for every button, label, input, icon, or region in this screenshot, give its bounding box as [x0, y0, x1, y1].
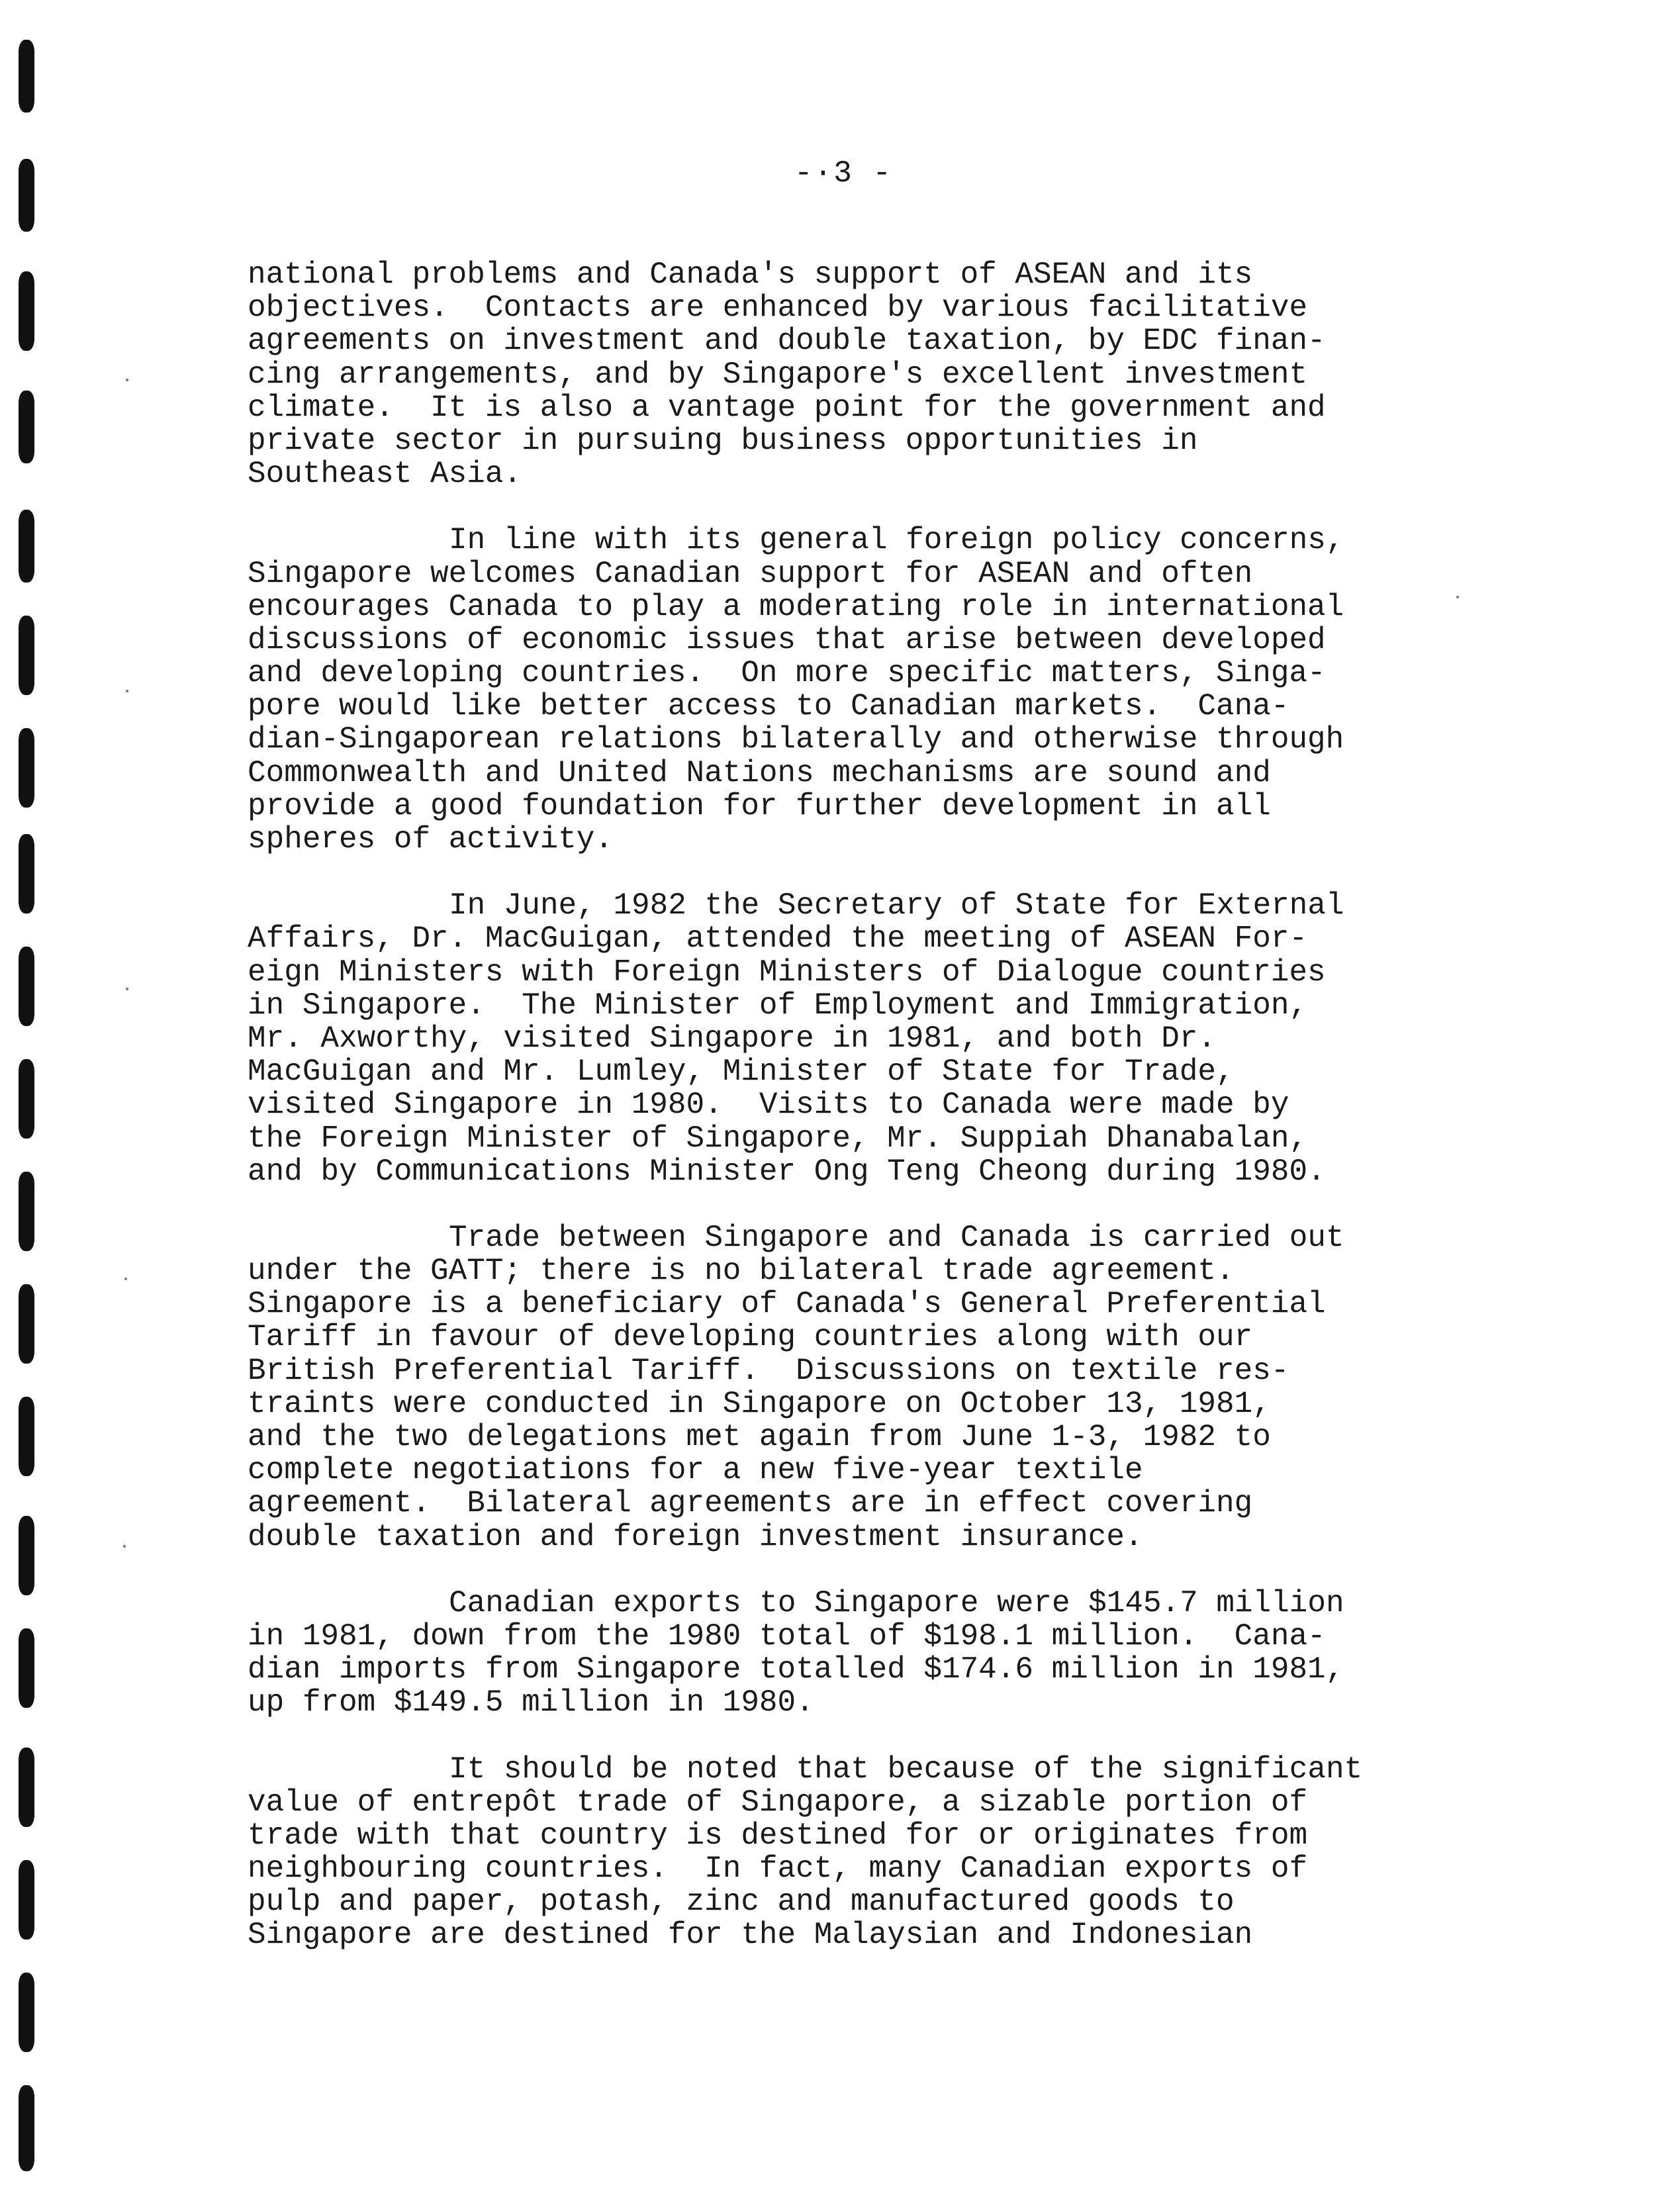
- text-line: In June, 1982 the Secretary of State for External: [449, 888, 1344, 923]
- binder-mark: [19, 1860, 34, 1940]
- text-line: agreements on investment and double taxation, by EDC finan-: [248, 324, 1326, 359]
- scan-speck: [126, 988, 128, 990]
- binder-hole-marks: [19, 40, 45, 2184]
- text-line: dian-Singaporean relations bilaterally and otherwise through: [248, 722, 1344, 757]
- text-line: and by Communications Minister Ong Teng Cheong during 1980.: [248, 1154, 1326, 1189]
- binder-mark: [19, 834, 34, 913]
- binder-mark: [19, 728, 34, 808]
- binder-mark: [19, 510, 34, 583]
- text-line: pore would like better access to Canadian markets. Cana-: [248, 689, 1289, 724]
- text-line: dian imports from Singapore totalled $174.6 million in 1981,: [248, 1652, 1344, 1687]
- binder-mark: [19, 1397, 34, 1476]
- paragraph: [248, 889, 1452, 1188]
- text-line: double taxation and foreign investment insurance.: [248, 1519, 1143, 1554]
- text-line: visited Singapore in 1980. Visits to Canada were made by: [248, 1088, 1289, 1123]
- scan-speck: [1456, 596, 1459, 598]
- text-line: complete negotiations for a new five-year textile: [248, 1453, 1143, 1488]
- text-line: Southeast Asia.: [248, 457, 522, 492]
- text-line: provide a good foundation for further development in all: [248, 788, 1271, 823]
- text-line: and developing countries. On more specific matters, Singa-: [248, 656, 1326, 691]
- text-line: Singapore is a beneficiary of Canada's General Preferential: [248, 1287, 1326, 1322]
- text-line: in 1981, down from the 1980 total of $198.1 million. Cana-: [248, 1618, 1326, 1654]
- text-line: neighbouring countries. In fact, many Canadian exports of: [248, 1851, 1308, 1887]
- text-line: cing arrangements, and by Singapore's excellent investment: [248, 357, 1308, 392]
- binder-mark: [19, 616, 34, 695]
- paragraph: [248, 258, 1452, 491]
- binder-mark: [19, 947, 34, 1026]
- binder-mark: [19, 1628, 34, 1708]
- text-line: In line with its general foreign policy concerns,: [449, 523, 1344, 558]
- scan-speck: [126, 690, 128, 692]
- text-line: in Singapore. The Minister of Employment and Immigration,: [248, 988, 1308, 1023]
- text-line: Affairs, Dr. MacGuigan, attended the meeting of ASEAN For-: [248, 921, 1308, 957]
- binder-mark: [19, 2085, 34, 2171]
- text-line: private sector in pursuing business opportunities in: [248, 423, 1198, 458]
- text-line: Singapore are destined for the Malaysian and Indonesian: [248, 1918, 1253, 1953]
- text-line: Mr. Axworthy, visited Singapore in 1981, and both Dr.: [248, 1021, 1217, 1056]
- text-line: Singapore welcomes Canadian support for ASEAN and often: [248, 556, 1253, 591]
- paragraph: [248, 1753, 1452, 1952]
- text-line: objectives. Contacts are enhanced by various facilitative: [248, 291, 1308, 326]
- text-line: agreement. Bilateral agreements are in effect covering: [248, 1486, 1253, 1521]
- text-line: discussions of economic issues that arise between developed: [248, 622, 1326, 657]
- paragraph: [248, 1221, 1452, 1554]
- page-number: -·3 -: [794, 156, 893, 191]
- binder-mark: [19, 40, 34, 113]
- binder-mark: [19, 1059, 34, 1139]
- binder-mark: [19, 1516, 34, 1595]
- binder-mark: [19, 271, 34, 351]
- binder-mark: [19, 159, 34, 232]
- text-line: Tariff in favour of developing countries along with our: [248, 1320, 1253, 1355]
- text-line: value of entrepôt trade of Singapore, a sizable portion of: [248, 1785, 1308, 1820]
- text-line: national problems and Canada's support of ASEAN and its: [248, 258, 1253, 292]
- text-line: Trade between Singapore and Canada is carried out: [449, 1220, 1344, 1255]
- text-line: up from $149.5 million in 1980.: [248, 1685, 814, 1720]
- text-line: MacGuigan and Mr. Lumley, Minister of State for Trade,: [248, 1054, 1235, 1090]
- binder-mark: [19, 1172, 34, 1251]
- text-line: trade with that country is destined for or originates from: [248, 1818, 1308, 1853]
- document-body: [248, 258, 1452, 1985]
- text-line: spheres of activity.: [248, 822, 614, 857]
- binder-mark: [19, 1284, 34, 1364]
- text-line: traints were conducted in Singapore on October 13, 1981,: [248, 1386, 1271, 1421]
- text-line: the Foreign Minister of Singapore, Mr. Suppiah Dhanabalan,: [248, 1121, 1308, 1156]
- paragraph: [248, 524, 1452, 856]
- scan-speck: [123, 1545, 126, 1548]
- text-line: Canadian exports to Singapore were $145.7 million: [449, 1585, 1344, 1620]
- binder-mark: [19, 1748, 34, 1827]
- text-line: climate. It is also a vantage point for the government and: [248, 390, 1326, 425]
- binder-mark: [19, 391, 34, 463]
- text-line: and the two delegations met again from June 1-3, 1982 to: [248, 1420, 1271, 1454]
- text-line: encourages Canada to play a moderating role in international: [248, 589, 1344, 624]
- paragraph: [248, 1587, 1452, 1720]
- text-line: Commonwealth and United Nations mechanisms are sound and: [248, 755, 1271, 790]
- text-line: British Preferential Tariff. Discussions on textile res-: [248, 1353, 1289, 1388]
- scan-speck: [126, 379, 128, 381]
- binder-mark: [19, 1973, 34, 2052]
- scan-speck: [124, 1278, 127, 1280]
- text-line: It should be noted that because of the significant: [449, 1752, 1363, 1787]
- text-line: eign Ministers with Foreign Ministers of Dialogue countries: [248, 955, 1326, 990]
- text-line: pulp and paper, potash, zinc and manufactured goods to: [248, 1885, 1235, 1920]
- text-line: under the GATT; there is no bilateral trade agreement.: [248, 1254, 1235, 1289]
